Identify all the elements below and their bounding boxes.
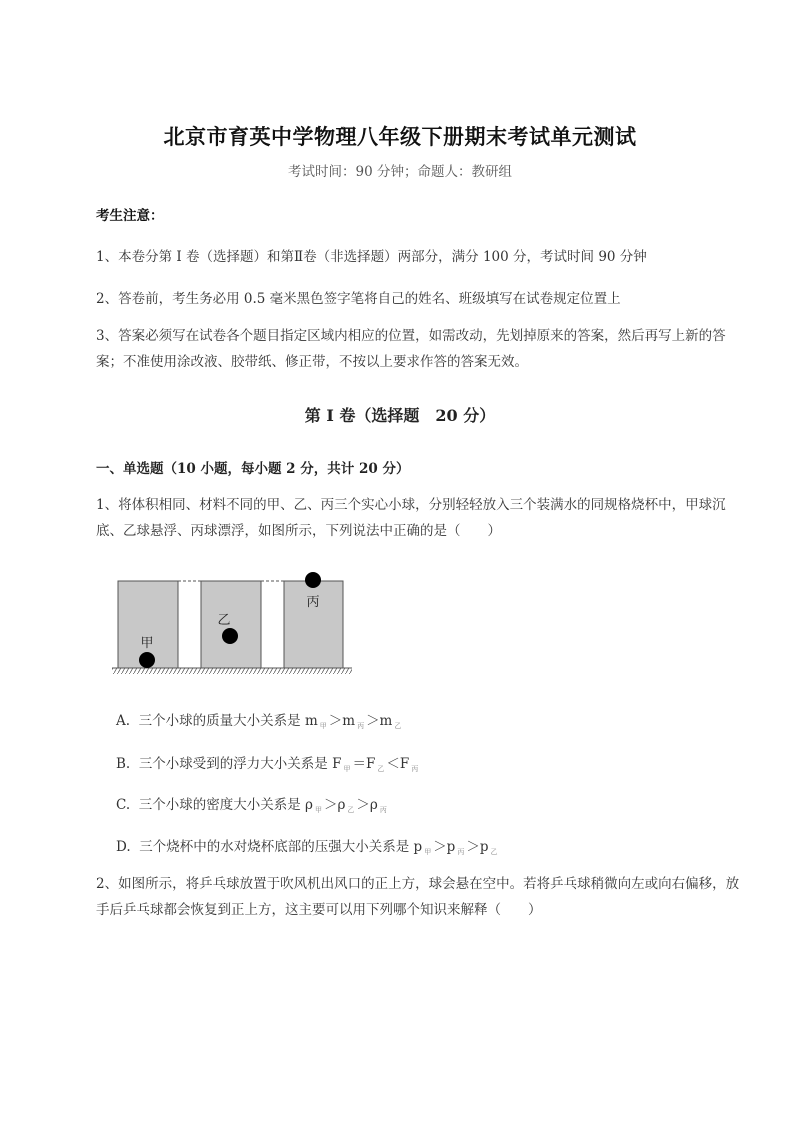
label-jia: 甲 (140, 636, 154, 651)
question-2-stem: 2、如图所示，将乒乓球放置于吹风机出风口的正上方，球会悬在空中。若将乒乓球稍微向左或向右偏移，放手后乒乓球都会恢复到正上方，这主要可以用下列哪个知识来解释（ ） (96, 876, 740, 918)
option-b[interactable] (116, 752, 420, 774)
option-expression: p $_甲$ ＞p $_丙$ ＞p $_乙$ (413, 839, 498, 856)
option-prefix: A. (116, 713, 131, 729)
ball-bing (305, 572, 321, 588)
beakers-figure (110, 568, 360, 680)
option-expression: F $_甲$ ＝F $_乙$ ＜F $_丙$ (332, 756, 419, 773)
notice-heading: 考生注意： (96, 208, 164, 224)
option-text: 三个小球的密度大小关系是 (138, 797, 301, 813)
option-expression: ρ $_甲$ ＞ρ $_乙$ ＞ρ $_丙$ (305, 797, 387, 814)
question-group-heading: 一、单选题（10 小题，每小题 2 分，共计 20 分） (96, 461, 410, 477)
option-d[interactable] (116, 835, 500, 857)
label-yi: 乙 (217, 613, 231, 628)
question-1-stem: 1、将体积相同、材料不同的甲、乙、丙三个实心小球，分别轻轻放入三个装满水的同规格烧杯中，甲球沉底、乙球悬浮、丙球漂浮，如图所示，下列说法中正确的是（ ） (96, 497, 726, 539)
page-title: 北京市育英中学物理八年级下册期末考试单元测试 (163, 125, 637, 149)
beaker-yi (201, 581, 261, 668)
section-title: 第 I 卷（选择题 20 分） (304, 406, 496, 425)
option-prefix: C. (116, 797, 131, 813)
label-bing: 丙 (306, 595, 320, 610)
exam-info: 考试时间：90 分钟；命题人：教研组 (288, 164, 512, 180)
ball-jia (139, 652, 155, 668)
option-a[interactable] (116, 709, 403, 731)
option-prefix: D. (116, 839, 131, 855)
option-text: 三个烧杯中的水对烧杯底部的压强大小关系是 (139, 839, 410, 855)
option-expression: m $_甲$ ＞m $_丙$ ＞m $_乙$ (304, 713, 402, 730)
option-c[interactable] (116, 793, 389, 815)
notice-item-2: 2、答卷前，考生务必用 0.5 毫米黑色签字笔将自己的姓名、班级填写在试卷规定位置上 (96, 291, 621, 307)
ball-yi (222, 628, 238, 644)
option-text: 三个小球的质量大小关系是 (138, 713, 301, 729)
option-prefix: B. (116, 756, 131, 772)
notice-item-1: 1、本卷分第 I 卷（选择题）和第Ⅱ卷（非选择题）两部分，满分 100 分，考试时间 90 分钟 (96, 249, 647, 265)
notice-item-3: 3、答案必须写在试卷各个题目指定区域内相应的位置，如需改动，先划掉原来的答案，然后再写上新的答案；不准使用涂改液、胶带纸、修正带，不按以上要求作答的答案无效。 (96, 328, 726, 370)
option-text: 三个小球受到的浮力大小关系是 (138, 756, 328, 772)
ground-hatch (112, 668, 352, 674)
